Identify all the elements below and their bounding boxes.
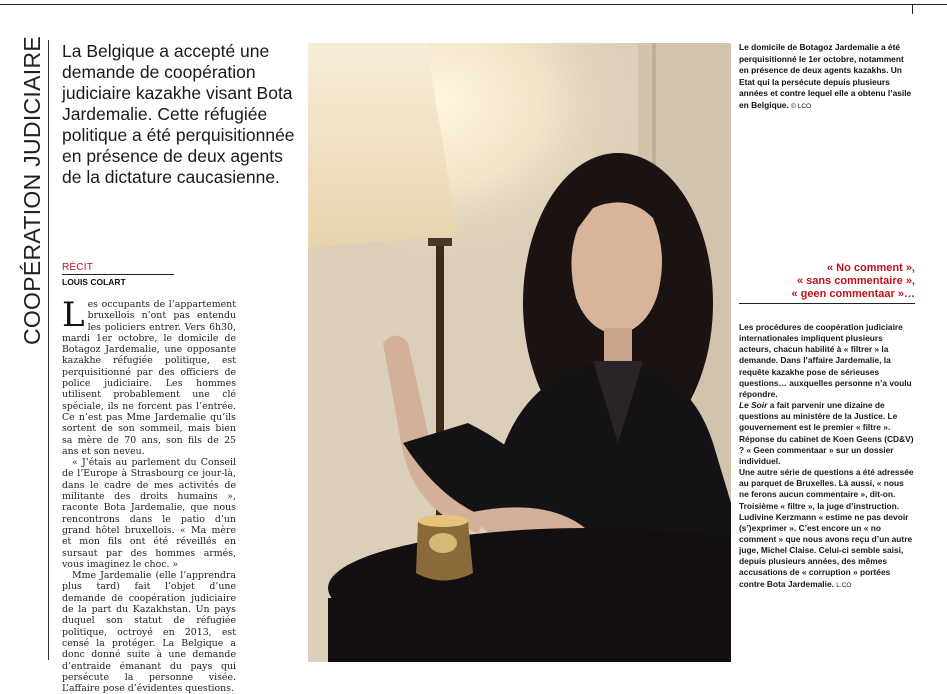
headline-line-2: « sans commentaire », bbox=[796, 275, 915, 288]
rubric-divider bbox=[48, 40, 49, 660]
newspaper-name: Le Soir bbox=[739, 400, 768, 411]
corner-rule bbox=[912, 4, 913, 14]
photo-credit: © LCO bbox=[791, 102, 812, 110]
portrait-photo bbox=[308, 43, 731, 662]
sidebar-paragraph-2: Le Soir a fait parvenir une dizaine de questions au ministère de la Justice. Le gouvernement est le premier « filtre ». Réponse du cabinet de Koen Geens (CD&V) ? « Geen commentaar » sur un dossier individuel. bbox=[739, 400, 914, 466]
headline-line-3: « geen commentaar »… bbox=[791, 288, 915, 301]
sidebar-signature: L.CO bbox=[836, 581, 852, 589]
section-rubric bbox=[14, 36, 50, 346]
sidebar-headline bbox=[739, 262, 915, 302]
genre-rule bbox=[62, 274, 174, 275]
author-byline: LOUIS COLART bbox=[62, 277, 126, 287]
sidebar-rule bbox=[739, 303, 915, 304]
article-body bbox=[62, 295, 236, 694]
rubric-label: COOPÉRATION JUDICIAIRE bbox=[18, 36, 45, 346]
article-paragraph-2: « J’étais au parlement du Conseil de l’Europe à Strasbourg ce jour-là, dans le cadre de mes activités de militante des droits humains », raconte Bota Jardemalie, que nous rencontrons dans le patio d’un grand hôtel bruxellois. « Ma mère et mon fils ont été réveillés en sursaut par des hommes armés, vous imaginez le choc. » bbox=[62, 457, 236, 570]
sidebar-paragraph-3: Une autre série de questions a été adressée au parquet de Bruxelles. Là aussi, « nous ne ferons aucun commentaire », dit-on. Troisième « filtre », la juge d’instruction. Ludivine Kerzmann « estime ne pas devoir (s’)exprimer ». C’est encore un « no comment » que nous avons reçu d’un autre juge, Michel Claise. Celui-ci semble saisi, depuis plusieurs années, des mêmes accusations de « corruption » portées contre Bota Jardemalie. L.CO bbox=[739, 467, 914, 589]
sidebar-paragraph-1: Les procédures de coopération judiciaire internationales impliquent plusieurs acteurs, chacun habilité à « filtrer » la demande. Dans l’affaire Jardemalie, la requête kazakhe pose de sérieuses questions… auxquelles personne n’a voulu répondre. bbox=[739, 322, 912, 399]
photo-caption: Le domicile de Botagoz Jardemalie a été perquisitionné le 1er octobre, notamment en présence de deux agents kazakhs. Un Etat qui la persécute depuis plusieurs années et contre lequel elle a obtenu l’asile en Belgique. © LCO bbox=[739, 42, 912, 110]
top-rule bbox=[0, 4, 947, 5]
genre-label: RÉCIT bbox=[62, 262, 93, 273]
portrait-illustration bbox=[308, 43, 731, 662]
headline-line-1: « No comment », bbox=[826, 262, 915, 274]
article-paragraph-3: Mme Jardemalie (elle l’apprendra plus tard) fait l’objet d’une demande de coopération judiciaire de la part du Kazakhstan. Un pays duquel son statut de réfugiée politique, octroyé en 2013, est censé la protéger. La Belgique a donc donné suite à une demande d’entraide émanant du pays qui persécute la personne visée. L’affaire pose d’évidentes questions. bbox=[62, 570, 236, 694]
article-paragraph-1: Les occupants de l’appartement bruxellois n’ont pas entendu les policiers entrer. Vers 6h30, mardi 1er octobre, le domicile de Botagoz Jardemalie, une opposante kazakhe réfugiée politique, est perquisitionné par des officiers de police judiciaire. Les hommes utilisent probablement une clé spéciale, ils ne forcent pas l’entrée. Ce n’est pas Mme Jardemalie qu’ils sortent de son sommeil, mais bien sa mère de 70 ans, son fils de 25 ans et son neveu. bbox=[62, 295, 236, 457]
article-lead: La Belgique a accepté une demande de coopération judiciaire kazakhe visant Bota Jardemalie. Cette réfugiée politique a été perquisitionnée en présence de deux agents de la dictature caucasienne. bbox=[62, 41, 295, 187]
sidebar-body bbox=[739, 322, 915, 591]
drop-cap: L bbox=[62, 295, 85, 335]
